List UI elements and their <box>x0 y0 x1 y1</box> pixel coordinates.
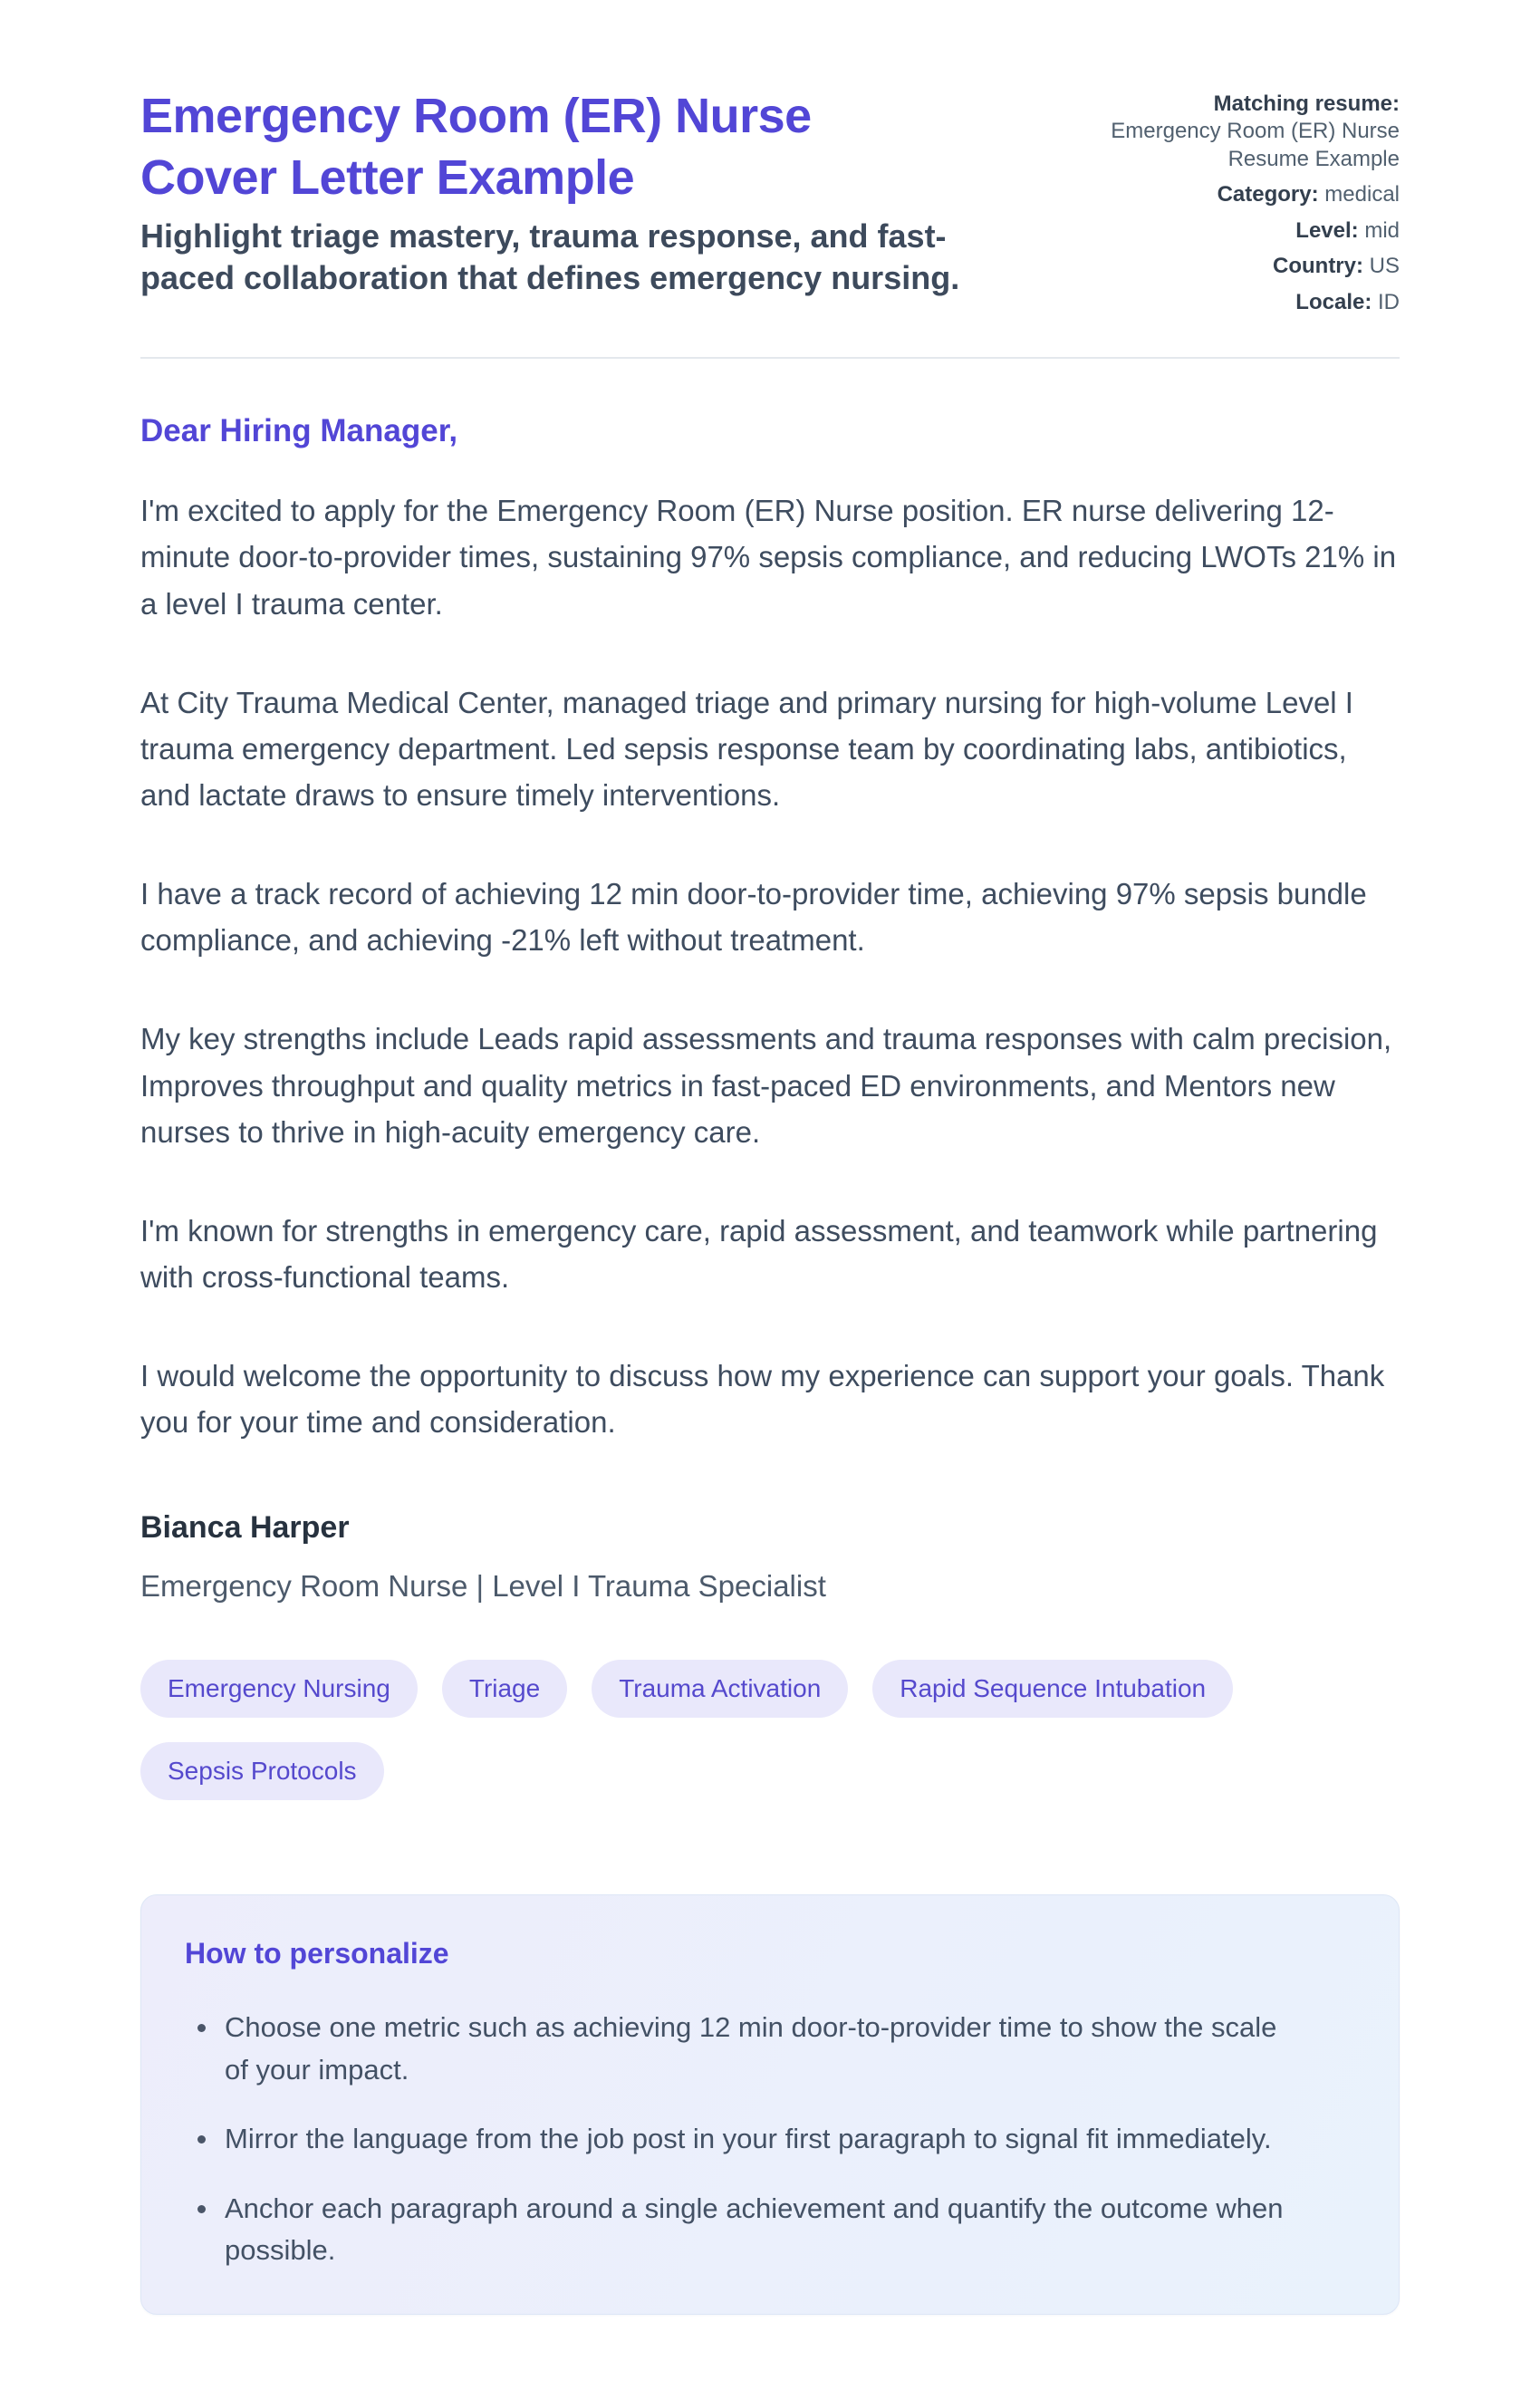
meta-level-label: Level: <box>1295 217 1359 243</box>
letter-paragraph: I'm excited to apply for the Emergency Room (ER) Nurse position. ER nurse delivering 12-minute door-to-provider times, sustaining 97% sepsis compliance, and reducing LWOTs 21% in a level I trauma center. <box>140 494 1397 621</box>
letter-paragraph: My key strengths include Leads rapid assessments and trauma responses with calm precision, Improves throughput and quality metrics in fast-paced ED environments, and Mentors new nurses to thrive in high-acuity emergency care. <box>140 1022 1392 1149</box>
header-divider <box>140 357 1400 359</box>
letter-paragraph: I have a track record of achieving 12 min door-to-provider time, achieving 97% sepsis bundle compliance, and achieving -21% left without treatment. <box>140 877 1367 958</box>
cover-letter-body <box>140 413 1400 2315</box>
how-to-personalize-title: How to personalize <box>185 1937 449 1970</box>
how-to-personalize-card <box>140 1894 1400 2315</box>
salutation: Dear Hiring Manager, <box>140 413 458 449</box>
page-subtitle: Highlight triage mastery, trauma response, and fast-paced collaboration that defines emergency nursing. <box>140 217 960 297</box>
meta-locale-label: Locale: <box>1295 289 1372 314</box>
letter-paragraph: I'm known for strengths in emergency care, rapid assessment, and teamwork while partnering with cross-functional teams. <box>140 1213 1378 1294</box>
tag-pill[interactable]: Rapid Sequence Intubation <box>872 1660 1233 1718</box>
letter-paragraph: At City Trauma Medical Center, managed triage and primary nursing for high-volume Level I trauma emergency department. Led sepsis response team by coordinating labs, antibiotics, and lactate draws to ensure timely interventions. <box>140 685 1353 812</box>
signature-name: Bianca Harper <box>140 1510 350 1546</box>
meta-level <box>1055 217 1400 245</box>
meta-category-label: Category: <box>1217 182 1319 207</box>
meta-category-value: medical <box>1324 182 1400 207</box>
meta-country-label: Country: <box>1273 254 1363 279</box>
tag-pill[interactable]: Sepsis Protocols <box>140 1742 384 1800</box>
how-to-personalize-list <box>185 2007 1355 2272</box>
meta-matching-resume-label: Matching resume: <box>1213 92 1400 116</box>
letter-paragraph: I would welcome the opportunity to discuss how my experience can support your goals. Thank you for your time and consideration. <box>140 1359 1385 1440</box>
tag-pill[interactable]: Trauma Activation <box>592 1660 848 1718</box>
header-text-block <box>140 85 1055 299</box>
meta-matching-resume <box>1055 91 1400 173</box>
signature-title: Emergency Room Nurse | Level I Trauma Specialist <box>140 1569 826 1604</box>
header <box>140 85 1400 324</box>
meta-locale <box>1055 289 1400 316</box>
tag-list <box>140 1660 1400 1800</box>
meta-country-value: US <box>1369 254 1400 279</box>
personalize-tip: Mirror the language from the job post in your first paragraph to signal fit immediately. <box>185 2118 1290 2161</box>
personalize-tip: Choose one metric such as achieving 12 min door-to-provider time to show the scale of your impact. <box>185 2007 1290 2091</box>
tag-pill[interactable]: Emergency Nursing <box>140 1660 418 1718</box>
meta-country <box>1055 253 1400 280</box>
meta-level-value: mid <box>1364 217 1400 243</box>
tag-pill[interactable]: Triage <box>442 1660 567 1718</box>
personalize-tip: Anchor each paragraph around a single achievement and quantify the outcome when possible. <box>185 2188 1290 2272</box>
meta-panel <box>1055 85 1400 324</box>
meta-matching-resume-value: Emergency Room (ER) Nurse Resume Example <box>1111 119 1400 171</box>
page-title: Emergency Room (ER) Nurse Cover Letter Example <box>140 89 812 206</box>
meta-locale-value: ID <box>1378 289 1400 314</box>
meta-category <box>1055 181 1400 208</box>
